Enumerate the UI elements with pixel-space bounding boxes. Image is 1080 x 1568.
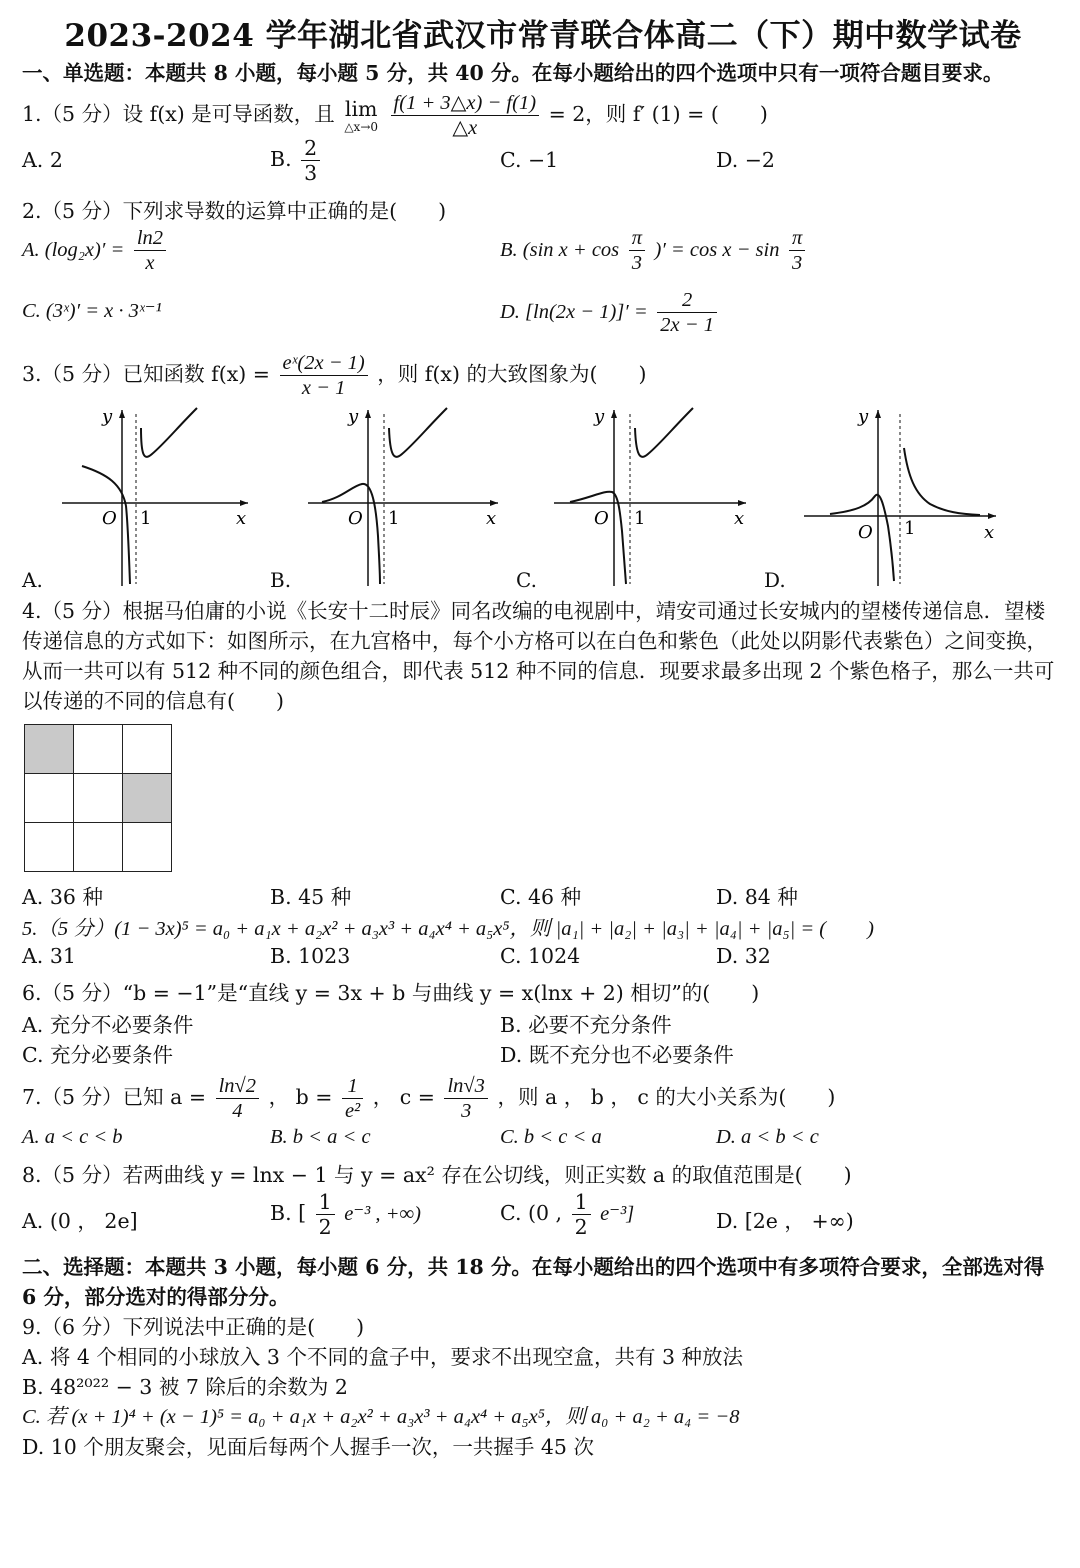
- q1-options: [22, 136, 1064, 196]
- q8-b-den: 2: [318, 1215, 332, 1239]
- q9-option-c[interactable]: C. 若 (x + 1)⁴ + (x − 1)⁵ = a₀ + a₁x + a₂x² + a₃x³ + a₄x⁴ + a₅x⁵，则 a₀ + a₂ + a₄ = −8: [22, 1406, 740, 1428]
- q9-option-b[interactable]: B. 48²⁰²² − 3 被 7 除后的余数为 2: [22, 1375, 348, 1399]
- grid-cell-shaded: [123, 774, 172, 823]
- q7-a-frac: [216, 1074, 259, 1123]
- question-5: 5.（5 分）(1 − 3x)⁵ = a₀ + a₁x + a₂x² + a₃x³ + a₄x⁴ + a₅x⁵，则 |a₁| + |a₂| + |a₃| + |a₄| + |a₅| = ( ): [22, 918, 874, 940]
- q2-option-d[interactable]: [500, 288, 720, 337]
- q7-b-pre: ， b =: [268, 1085, 333, 1109]
- question-8: 8.（5 分）若两曲线 y = lnx − 1 与 y = ax² 存在公切线，则正实数 a 的取值范围是( ): [22, 1163, 852, 1187]
- q2-b-mid: )′ = cos x − sin: [654, 239, 780, 261]
- q8-b-pre: B. [: [270, 1201, 307, 1225]
- q3-c-origin: O: [594, 508, 609, 529]
- q7-c-den: 3: [461, 1100, 472, 1122]
- q4-option-b[interactable]: B. 45 种: [270, 885, 352, 909]
- q1-lim-word: lim: [344, 96, 378, 121]
- question-2: 2.（5 分）下列求导数的运算中正确的是( ): [22, 199, 447, 223]
- question-7: [22, 1068, 1064, 1126]
- q2-b-num1: π: [629, 226, 645, 251]
- q5-option-d[interactable]: D. 32: [716, 944, 771, 968]
- q3-denominator: x − 1: [301, 377, 346, 399]
- page-title: 2023-2024 学年湖北省武汉市常青联合体高二（下）期中数学试卷: [64, 18, 1022, 54]
- q7-options: [22, 1126, 1064, 1160]
- q3-fraction: [280, 351, 368, 400]
- grid-cell: [123, 823, 172, 872]
- q9-option-d[interactable]: D. 10 个朋友聚会，见面后每两个人握手一次，一共握手 45 次: [22, 1435, 594, 1459]
- nine-grid-figure: [24, 724, 172, 872]
- q3-graph-d[interactable]: [800, 406, 1000, 586]
- q2-a-num: ln2: [134, 226, 166, 251]
- exam-page: [22, 14, 1064, 1462]
- q1-option-b-label: B.: [270, 147, 292, 171]
- grid-cell-shaded: [25, 725, 74, 774]
- q3-a-axis-y: y: [102, 406, 113, 427]
- q2-b-den2: 3: [792, 252, 803, 274]
- q3-b-one: 1: [388, 508, 400, 529]
- q4-option-c[interactable]: C. 46 种: [500, 885, 582, 909]
- q3-stem-end: ，则 f(x) 的大致图象为( ): [377, 362, 647, 386]
- q6-options-row1: [22, 1008, 1064, 1038]
- q7-stem-end: ，则 a ， b ， c 的大小关系为( ): [497, 1085, 836, 1109]
- q8-b-num: 1: [316, 1190, 335, 1215]
- grid-cell: [74, 725, 123, 774]
- q3-stem: 3.（5 分）已知函数 f(x) =: [22, 362, 270, 386]
- q7-b-num: 1: [342, 1074, 363, 1099]
- q7-a-num: ln√2: [216, 1074, 259, 1099]
- question-4: 4.（5 分）根据马伯庸的小说《长安十二时辰》同名改编的电视剧中，靖安司通过长安城内的望楼传递信息．望楼传递信息的方式如下：如图所示，在九宫格中，每个小方格可以在白色和紫色（此处以阴影代表紫色）之间变换，从而一共可以有 512 种不同的颜色组合，即代表 512 种不同的信息．现要求最多出现 2 个紫色格子，那么一共可以传递的不同的信息有( ): [22, 599, 1055, 713]
- q1-option-b-frac: [301, 136, 320, 185]
- q4-option-d[interactable]: D. 84 种: [716, 885, 798, 909]
- q2-b-frac2: [789, 226, 805, 275]
- q6-option-d[interactable]: D. 既不充分也不必要条件: [500, 1043, 734, 1067]
- q1-numerator: f(1 + 3△x) − f(1): [391, 91, 539, 116]
- grid-cell: [25, 823, 74, 872]
- q2-b-text: B. (sin x + cos: [500, 239, 620, 261]
- q3-label-d[interactable]: D.: [764, 568, 786, 592]
- q3-label-b[interactable]: B.: [270, 568, 292, 592]
- q6-option-a[interactable]: A. 充分不必要条件: [22, 1013, 194, 1037]
- q7-option-c[interactable]: C. b < c < a: [500, 1126, 602, 1148]
- q7-b-den: e²: [344, 1100, 361, 1122]
- q3-b-axis-x: x: [486, 508, 497, 529]
- q9-option-a[interactable]: A. 将 4 个相同的小球放入 3 个不同的盒子中，要求不出现空盒，共有 3 种放法: [22, 1345, 744, 1369]
- q8-b-post: e⁻³ , +∞): [344, 1203, 421, 1225]
- section-1-heading: 一、单选题：本题共 8 小题，每小题 5 分，共 40 分。在每小题给出的四个选项中只有一项符合题目要求。: [22, 61, 1004, 85]
- q7-c-frac: [444, 1074, 487, 1123]
- question-1: [22, 88, 1064, 140]
- q3-d-axis-y: y: [858, 406, 869, 427]
- q4-options: [22, 880, 1064, 914]
- q1-stem: 1.（5 分）设 f(x) 是可导函数，且: [22, 102, 335, 126]
- q3-graph-a[interactable]: [52, 406, 252, 586]
- q7-stem: 7.（5 分）已知 a =: [22, 1085, 207, 1109]
- q7-c-num: ln√3: [444, 1074, 487, 1099]
- q1-limit: [344, 98, 378, 134]
- q1-option-b[interactable]: [270, 136, 323, 185]
- q3-numerator: eˣ(2x − 1): [280, 351, 368, 376]
- q5-option-c[interactable]: C. 1024: [500, 944, 581, 968]
- q6-option-c[interactable]: C. 充分必要条件: [22, 1043, 173, 1067]
- q2-d-text: D. [ln(2x − 1)]′ =: [500, 301, 648, 323]
- q2-option-c[interactable]: C. (3ˣ)′ = x · 3ˣ⁻¹: [22, 300, 162, 322]
- q8-option-a[interactable]: A. (0 ， 2e]: [22, 1209, 138, 1233]
- q8-c-den: 2: [574, 1215, 588, 1239]
- q3-label-a[interactable]: A.: [22, 568, 43, 592]
- q8-option-b[interactable]: [270, 1190, 421, 1239]
- q1-option-c[interactable]: C. −1: [500, 148, 559, 172]
- q1-denominator: △x: [452, 117, 478, 139]
- q7-option-a[interactable]: A. a < c < b: [22, 1126, 123, 1148]
- q2-option-b[interactable]: [500, 226, 808, 275]
- q3-b-axis-y: y: [348, 406, 359, 427]
- q6-option-b[interactable]: B. 必要不充分条件: [500, 1013, 672, 1037]
- q1-option-a[interactable]: A. 2: [22, 148, 63, 172]
- q5-option-a[interactable]: A. 31: [22, 944, 76, 968]
- q3-graph-c[interactable]: [550, 406, 750, 586]
- grid-cell: [123, 725, 172, 774]
- q8-c-frac: [572, 1190, 591, 1239]
- q2-options-row1: [22, 226, 1064, 288]
- q3-c-axis-x: x: [734, 508, 745, 529]
- q1-lim-sub: △x→0: [344, 119, 379, 134]
- question-6: 6.（5 分）“b = −1”是“直线 y = 3x + b 与曲线 y = x(lnx + 2) 相切”的( ): [22, 981, 760, 1005]
- q1-fraction: [391, 91, 539, 140]
- q3-graph-b[interactable]: [302, 406, 502, 586]
- q8-c-post: e⁻³]: [600, 1203, 635, 1225]
- q8-option-c[interactable]: [500, 1190, 634, 1239]
- q2-a-frac: [134, 226, 166, 275]
- q2-b-den1: 3: [631, 252, 642, 274]
- q2-d-den: 2x − 1: [660, 314, 714, 336]
- q2-a-text: A. (log₂x)′ =: [22, 239, 125, 261]
- q3-label-c[interactable]: C.: [516, 568, 537, 592]
- q1-option-d[interactable]: D. −2: [716, 148, 775, 172]
- q3-graphs: [22, 406, 1064, 594]
- q3-b-origin: O: [348, 508, 363, 529]
- q3-a-axis-x: x: [236, 508, 247, 529]
- q8-b-frac: [316, 1190, 335, 1239]
- grid-cell: [74, 823, 123, 872]
- q3-a-one: 1: [140, 508, 152, 529]
- q1-stem-end: = 2，则 f′ (1) = ( ): [548, 102, 768, 126]
- question-9: 9.（6 分）下列说法中正确的是( ): [22, 1315, 365, 1339]
- grid-cell: [74, 774, 123, 823]
- q3-d-origin: O: [858, 522, 873, 543]
- q5-options: [22, 944, 1064, 978]
- question-3: [22, 346, 1064, 402]
- q7-option-d[interactable]: D. a < b < c: [716, 1126, 819, 1148]
- q7-c-pre: ， c =: [372, 1085, 435, 1109]
- q6-options-row2: [22, 1038, 1064, 1068]
- q8-c-num: 1: [572, 1190, 591, 1215]
- q3-c-one: 1: [634, 508, 646, 529]
- q2-a-den: x: [145, 252, 155, 274]
- q1-b-num: 2: [301, 136, 320, 161]
- q5-option-b[interactable]: B. 1023: [270, 944, 351, 968]
- q2-b-frac1: [629, 226, 645, 275]
- q2-option-a[interactable]: [22, 226, 169, 275]
- q3-a-origin: O: [102, 508, 117, 529]
- grid-cell: [25, 774, 74, 823]
- q4-option-a[interactable]: A. 36 种: [22, 885, 103, 909]
- q8-c-pre: C. (0 ,: [500, 1201, 563, 1225]
- q2-d-num: 2: [657, 288, 717, 313]
- q2-b-num2: π: [789, 226, 805, 251]
- q2-options-row2: [22, 288, 1064, 346]
- q3-d-axis-x: x: [984, 522, 995, 543]
- q1-b-den: 3: [304, 161, 318, 185]
- q7-a-den: 4: [232, 1100, 243, 1122]
- q8-option-d[interactable]: D. [2e ， +∞): [716, 1209, 854, 1233]
- q3-d-one: 1: [904, 518, 916, 539]
- q8-options: [22, 1190, 1064, 1250]
- q7-option-b[interactable]: B. b < a < c: [270, 1126, 371, 1148]
- q3-c-axis-y: y: [594, 406, 605, 427]
- q2-d-frac: [657, 288, 717, 337]
- section-2-heading: 二、选择题：本题共 3 小题，每小题 6 分，共 18 分。在每小题给出的四个选项中有多项符合要求，全部选对得 6 分，部分选对的得部分分。: [22, 1255, 1045, 1309]
- q7-b-frac: [342, 1074, 363, 1123]
